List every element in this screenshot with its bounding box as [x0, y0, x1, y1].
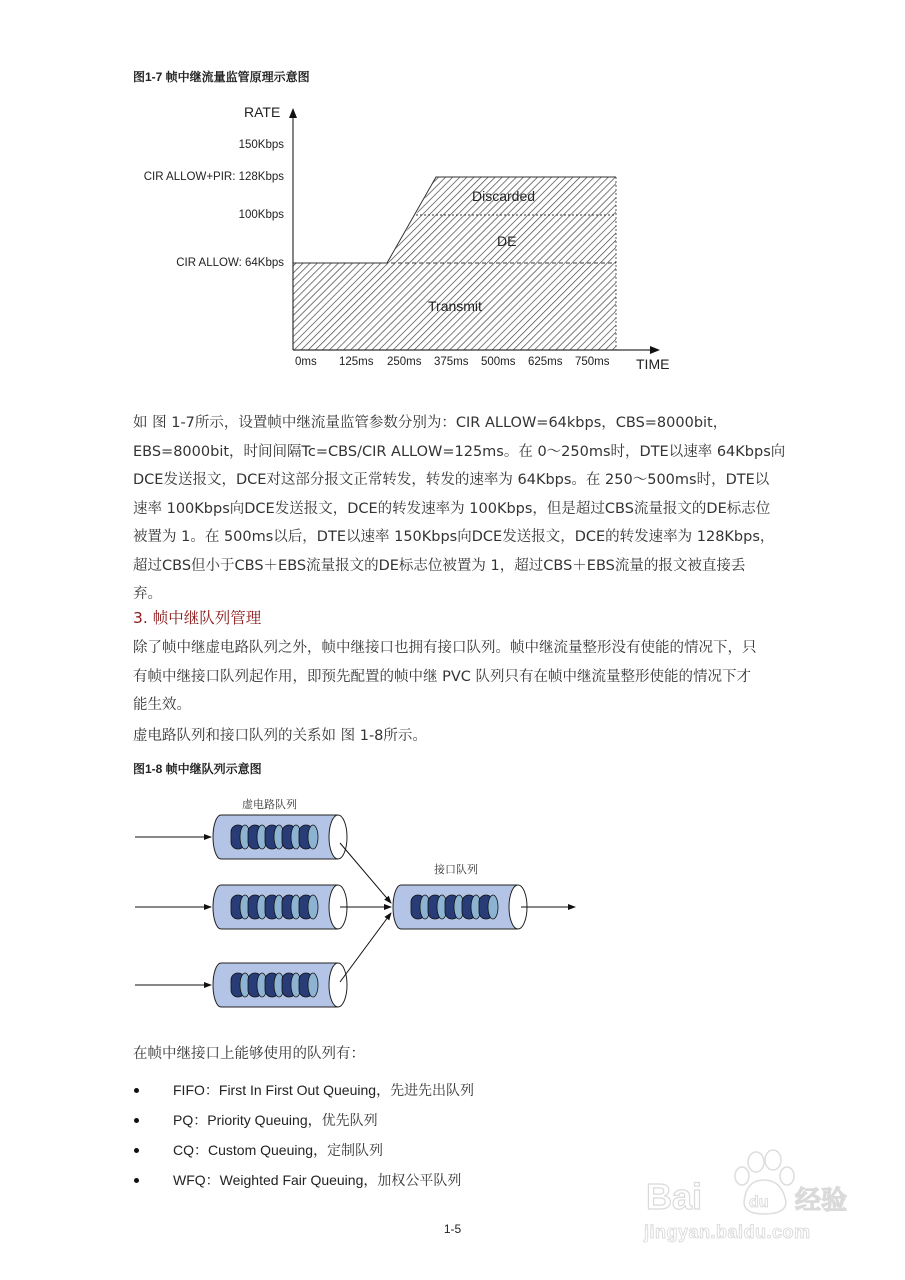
y-tick-64: CIR ALLOW: 64Kbps	[176, 257, 284, 269]
x-tick-0: 0ms	[295, 356, 317, 368]
bullet-icon	[134, 1178, 139, 1183]
vc-queue-label: 虚电路队列	[242, 798, 297, 811]
watermark-du: du	[749, 1194, 769, 1211]
text-line: 除了帧中继虚电路队列之外，帧中继接口也拥有接口队列。帧中继流量整形没有使能的情况下，只	[133, 640, 757, 656]
list-item-wfq: WFQ：Weighted Fair Queuing，加权公平队列	[133, 1165, 474, 1195]
x-tick-250: 250ms	[387, 356, 422, 368]
bullet-icon	[134, 1148, 139, 1153]
bullet-icon	[134, 1088, 139, 1093]
interface-queue	[393, 885, 527, 929]
y-tick-150: 150Kbps	[238, 139, 284, 151]
text-line: 速率 100Kbps向DCE发送报文，DCE的转发速率为 100Kbps，但是超过CBS流量报文的DE标志位	[133, 500, 771, 517]
queue-diagram	[125, 785, 605, 1025]
paragraph-policing-explanation	[133, 409, 819, 609]
text-line: 虚电路队列和接口队列的关系如 图 1-8所示。	[133, 728, 427, 744]
text-line: 如 图 1-7所示，设置帧中继流量监管参数分别为：CIR ALLOW=64kbps，CBS=8000bit，	[133, 415, 728, 431]
page-number: 1-5	[443, 1222, 462, 1236]
merge-arrow-3	[340, 913, 391, 982]
section-heading: 3. 帧中继队列管理	[133, 609, 262, 627]
x-tick-500: 500ms	[481, 356, 516, 368]
list-item-cq: CQ：Custom Queuing，定制队列	[133, 1135, 474, 1165]
vc-queue-2	[213, 885, 347, 929]
interface-queue-label: 接口队列	[434, 863, 478, 876]
x-tick-375: 375ms	[434, 356, 469, 368]
rate-policing-chart	[0, 0, 905, 400]
vc-queue-3	[213, 963, 347, 1007]
paragraph-queue-list-intro	[133, 1040, 819, 1069]
vc-queue-1	[213, 815, 347, 859]
x-tick-125: 125ms	[339, 356, 374, 368]
y-tick-128: CIR ALLOW+PIR: 128Kbps	[143, 171, 284, 183]
queue-types-list	[133, 1075, 474, 1195]
merge-arrow-1	[340, 843, 391, 903]
bullet-icon	[134, 1118, 139, 1123]
text-line: 弃。	[133, 586, 162, 602]
list-item-pq: PQ：Priority Queuing，优先队列	[133, 1105, 474, 1135]
figure-1-8-caption: 图1-8 帧中继队列示意图	[133, 762, 262, 776]
x-tick-750: 750ms	[575, 356, 610, 368]
text-line: EBS=8000bit，时间间隔Tc=CBS/CIR ALLOW=125ms。在 0～250ms时，DTE以速率 64Kbps向	[133, 443, 786, 460]
watermark-zh: 经验	[795, 1186, 848, 1216]
text-line: 被置为 1。在 500ms以后，DTE以速率 150Kbps向DCE发送报文，DCE的转发速率为 128Kbps，	[133, 529, 775, 545]
text-line: 有帧中继接口队列起作用，即预先配置的帧中继 PVC 队列只有在帧中继流量整形使能的情况下才	[133, 668, 752, 685]
watermark-url: jingyan.baidu.com	[644, 1222, 811, 1242]
x-tick-625: 625ms	[528, 356, 563, 368]
text-line: DCE发送报文，DCE对这部分报文正常转发，转发的速率为 64Kbps。在 250～500ms时，DTE以	[133, 472, 770, 488]
paragraph-figure-reference	[133, 722, 819, 751]
text-line: 在帧中继接口上能够使用的队列有：	[133, 1046, 365, 1062]
region-label-transmit: Transmit	[428, 298, 482, 314]
y-axis-label: RATE	[244, 104, 281, 120]
x-axis-label: TIME	[636, 356, 670, 372]
y-tick-100: 100Kbps	[238, 209, 284, 221]
text-line: 能生效。	[133, 697, 191, 713]
list-item-fifo: FIFO：First In First Out Queuing，先进先出队列	[133, 1075, 474, 1105]
text-line: 超过CBS但小于CBS＋EBS流量报文的DE标志位被置为 1，超过CBS＋EBS流量的报文被直接丢	[133, 557, 746, 574]
figure-1-7-caption: 图1-7 帧中继流量监管原理示意图	[133, 70, 310, 84]
watermark-brand: Bai	[646, 1176, 703, 1217]
region-label-discarded: Discarded	[472, 188, 536, 204]
paragraph-queue-intro	[133, 634, 819, 720]
region-label-de: DE	[497, 233, 517, 249]
